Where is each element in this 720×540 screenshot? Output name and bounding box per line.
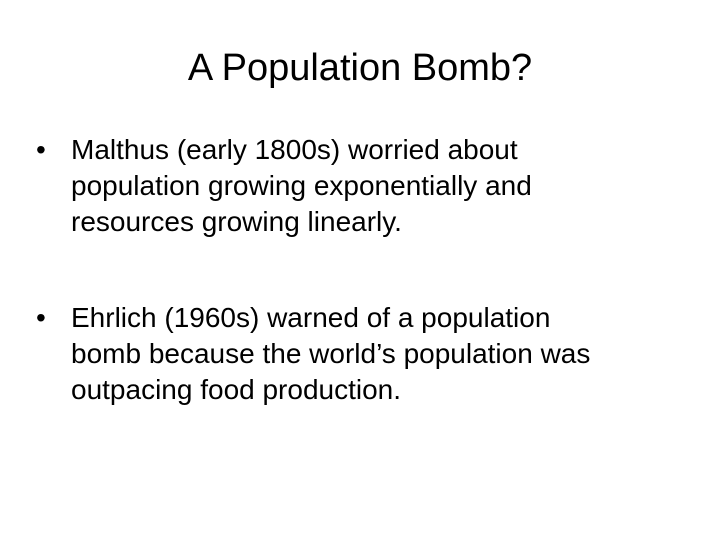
bullet-line: Malthus (early 1800s) worried about [71, 134, 518, 165]
bullet-line: population growing exponentially and [71, 170, 532, 201]
bullet-line: Ehrlich (1960s) warned of a population [71, 302, 551, 333]
bullet-list [36, 132, 676, 468]
bullet-line: bomb because the world’s population was [71, 338, 591, 369]
bullet-item-malthus [36, 132, 676, 240]
bullet-marker: • [36, 302, 46, 333]
slide-title: A Population Bomb? [187, 47, 533, 89]
bullet-line: resources growing linearly. [71, 206, 402, 237]
bullet-line: outpacing food production. [71, 374, 402, 405]
bullet-item-ehrlich [36, 300, 676, 408]
bullet-marker: • [36, 134, 46, 165]
